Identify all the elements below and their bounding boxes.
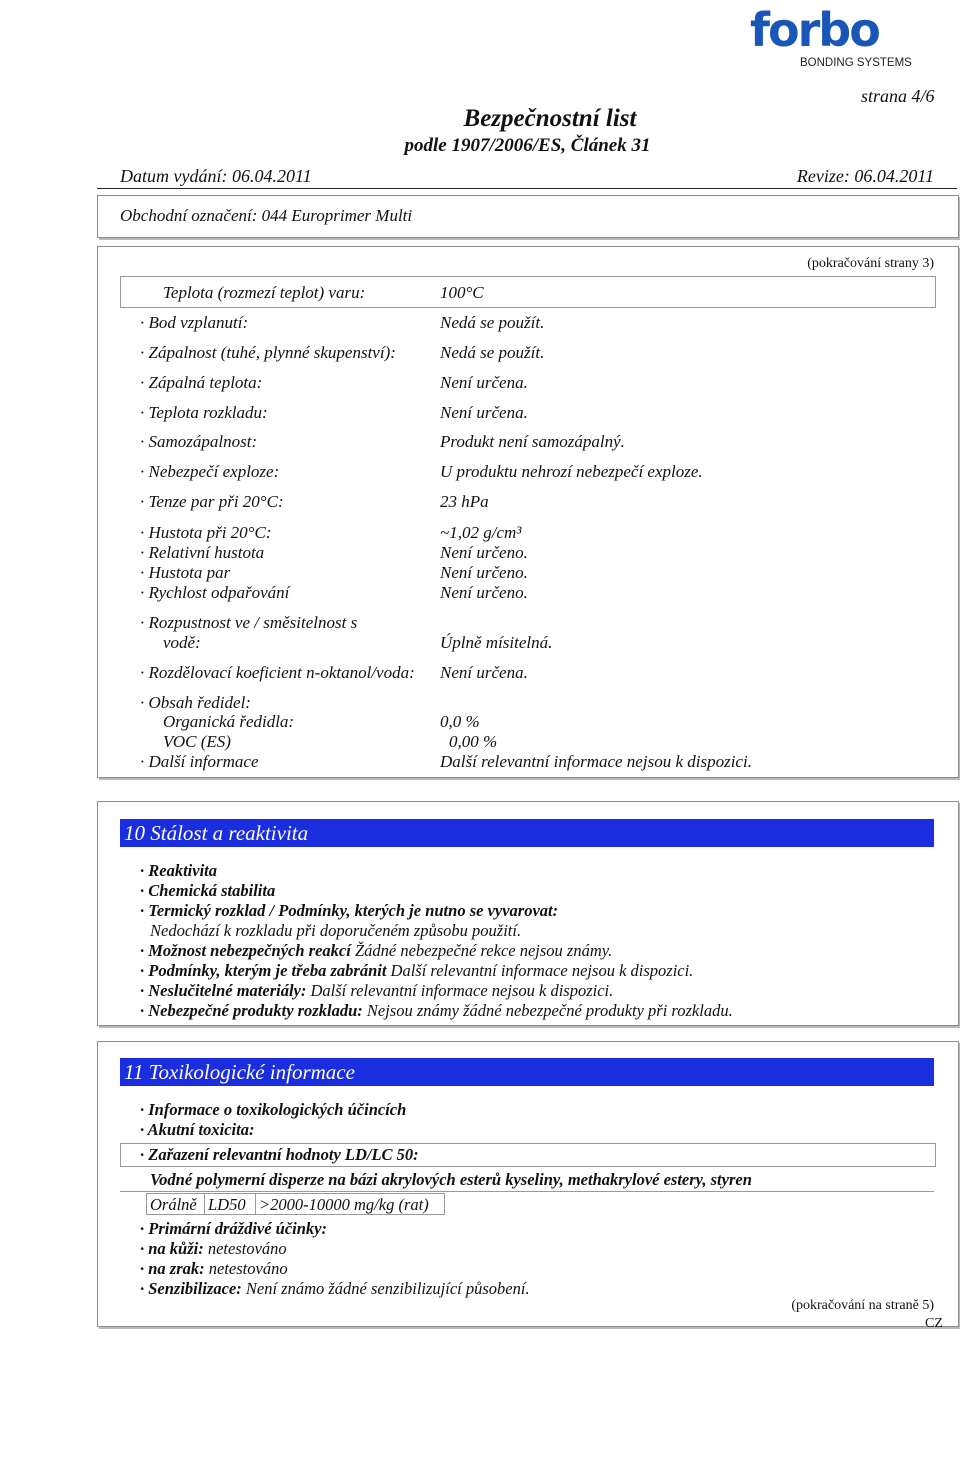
document-subtitle: podle 1907/2006/ES, Článek 31	[404, 135, 651, 156]
skin-label: · na kůži:	[140, 1239, 204, 1258]
flash-point-label: · Bod vzplanutí:	[140, 313, 249, 332]
evaporation-rate-value: Není určeno.	[440, 583, 528, 602]
thermal-decomposition-label: · Termický rozklad / Podmínky, kterých je nutno se vyvarovat:	[140, 901, 559, 920]
substance-rule	[120, 1191, 934, 1192]
decomposition-temp-label: · Teplota rozkladu:	[140, 403, 268, 422]
page-number: strana 4/6	[861, 86, 935, 106]
relative-density-value: Není určeno.	[440, 543, 528, 562]
logo-wordmark: forbo	[750, 3, 879, 57]
decomposition-products-text: Nejsou známy žádné nebezpečné produkty při rozkladu.	[366, 1001, 733, 1020]
issue-date: Datum vydání: 06.04.2011	[120, 166, 312, 186]
hazardous-reactions-text: Žádné nebezpečné rekce nejsou známy.	[354, 941, 613, 960]
incompatible-materials-label: · Neslučitelné materiály:	[140, 981, 307, 1000]
ld50-type: LD50	[204, 1193, 256, 1215]
partition-coefficient-value: Není určena.	[440, 663, 528, 682]
conditions-to-avoid-label: · Podmínky, kterým je třeba zabránit	[140, 961, 387, 980]
solubility-water-label: vodě:	[163, 633, 201, 652]
ld50-route: Orálně	[146, 1193, 205, 1215]
vapour-pressure-label: · Tenze par při 20°C:	[140, 492, 284, 511]
vapour-density-label: · Hustota par	[140, 563, 231, 582]
skin-text: netestováno	[207, 1239, 287, 1258]
forbo-logo	[748, 2, 918, 68]
boiling-point-label: Teplota (rozmezí teplot) varu:	[163, 283, 366, 302]
incompatible-materials-text: Další relevantní informace nejsou k dispozici.	[310, 981, 614, 1000]
eye-irritation	[140, 1259, 288, 1279]
reactivity-label: · Reaktivita	[140, 861, 217, 880]
organic-solvents-value: 0,0 %	[440, 712, 480, 731]
eye-text: netestováno	[208, 1259, 288, 1278]
solubility-value: Úplně mísitelná.	[440, 633, 553, 652]
header-rule	[97, 188, 957, 189]
eye-label: · na zrak:	[140, 1259, 205, 1278]
language-code: CZ	[925, 1316, 943, 1331]
thermal-decomposition-text: Nedochází k rozkladu při doporučeném způsobu použití.	[150, 921, 522, 940]
document-title: Bezpečnostní list	[463, 105, 637, 132]
logo-tagline: BONDING SYSTEMS	[800, 57, 912, 68]
flammability-value: Nedá se použít.	[440, 343, 545, 362]
chemical-stability-label: · Chemická stabilita	[140, 881, 276, 900]
primary-irritant-label: · Primární dráždivé účinky:	[140, 1219, 328, 1238]
vapour-density-value: Není určeno.	[440, 563, 528, 582]
explosion-value: U produktu nehrozí nebezpečí exploze.	[440, 462, 703, 481]
ld50-value: >2000-10000 mg/kg (rat)	[255, 1193, 445, 1215]
solvent-content-label: · Obsah ředidel:	[140, 693, 251, 712]
decomposition-temp-value: Není určena.	[440, 403, 528, 422]
voc-label: VOC (ES)	[163, 732, 231, 751]
section-10-heading: 10 Stálost a reaktivita	[120, 819, 934, 847]
further-info-label: · Další informace	[140, 752, 259, 771]
incompatible-materials	[140, 981, 613, 1001]
toxicological-info-label: · Informace o toxikologických účincích	[140, 1100, 407, 1119]
hazardous-reactions	[140, 941, 612, 961]
trade-name: Obchodní označení: 044 Europrimer Multi	[120, 206, 413, 225]
flammability-label: · Zápalnost (tuhé, plynné skupenství):	[140, 343, 396, 362]
continued-on-label: (pokračování na straně 5)	[791, 1298, 934, 1313]
continued-from-label: (pokračování strany 3)	[807, 256, 934, 271]
sensitisation-text: Není známo žádné senzibilizující působení.	[245, 1279, 530, 1298]
conditions-to-avoid	[140, 961, 693, 981]
ld-lc-classification-label: · Zařazení relevantní hodnoty LD/LC 50:	[140, 1145, 419, 1164]
self-ignition-value: Produkt není samozápalný.	[440, 432, 625, 451]
voc-value: 0,00 %	[449, 732, 498, 751]
evaporation-rate-label: · Rychlost odpařování	[140, 583, 290, 602]
skin-irritation	[140, 1239, 287, 1259]
further-info-value: Další relevantní informace nejsou k dispozici.	[440, 752, 752, 771]
relative-density-label: · Relativní hustota	[140, 543, 265, 562]
ignition-temp-label: · Zápalná teplota:	[140, 373, 263, 392]
flash-point-value: Nedá se použít.	[440, 313, 545, 332]
acute-toxicity-label: · Akutní toxicita:	[140, 1120, 255, 1139]
vapour-pressure-value: 23 hPa	[440, 492, 489, 511]
density-label: · Hustota při 20°C:	[140, 523, 272, 542]
decomposition-products	[140, 1001, 733, 1021]
solubility-label: · Rozpustnost ve / směsitelnost s	[140, 613, 358, 632]
substance-name: Vodné polymerní disperze na bázi akrylových esterů kyseliny, methakrylové estery, styren	[150, 1170, 752, 1189]
boiling-point-value: 100°C	[440, 283, 484, 302]
decomposition-products-label: · Nebezpečné produkty rozkladu:	[140, 1001, 363, 1020]
hazardous-reactions-label: · Možnost nebezpečných reakcí	[140, 941, 351, 960]
partition-coefficient-label: · Rozdělovací koeficient n-oktanol/voda:	[140, 663, 415, 682]
revision-date: Revize: 06.04.2011	[796, 166, 934, 186]
section-11-heading: 11 Toxikologické informace	[120, 1058, 934, 1086]
ignition-temp-value: Není určena.	[440, 373, 528, 392]
organic-solvents-label: Organická ředidla:	[163, 712, 295, 731]
sensitisation	[140, 1279, 530, 1299]
explosion-label: · Nebezpečí exploze:	[140, 462, 280, 481]
density-value: ~1,02 g/cm³	[440, 523, 522, 542]
conditions-to-avoid-text: Další relevantní informace nejsou k dispozici.	[390, 961, 694, 980]
self-ignition-label: · Samozápalnost:	[140, 432, 258, 451]
sensitisation-label: · Senzibilizace:	[140, 1279, 242, 1298]
